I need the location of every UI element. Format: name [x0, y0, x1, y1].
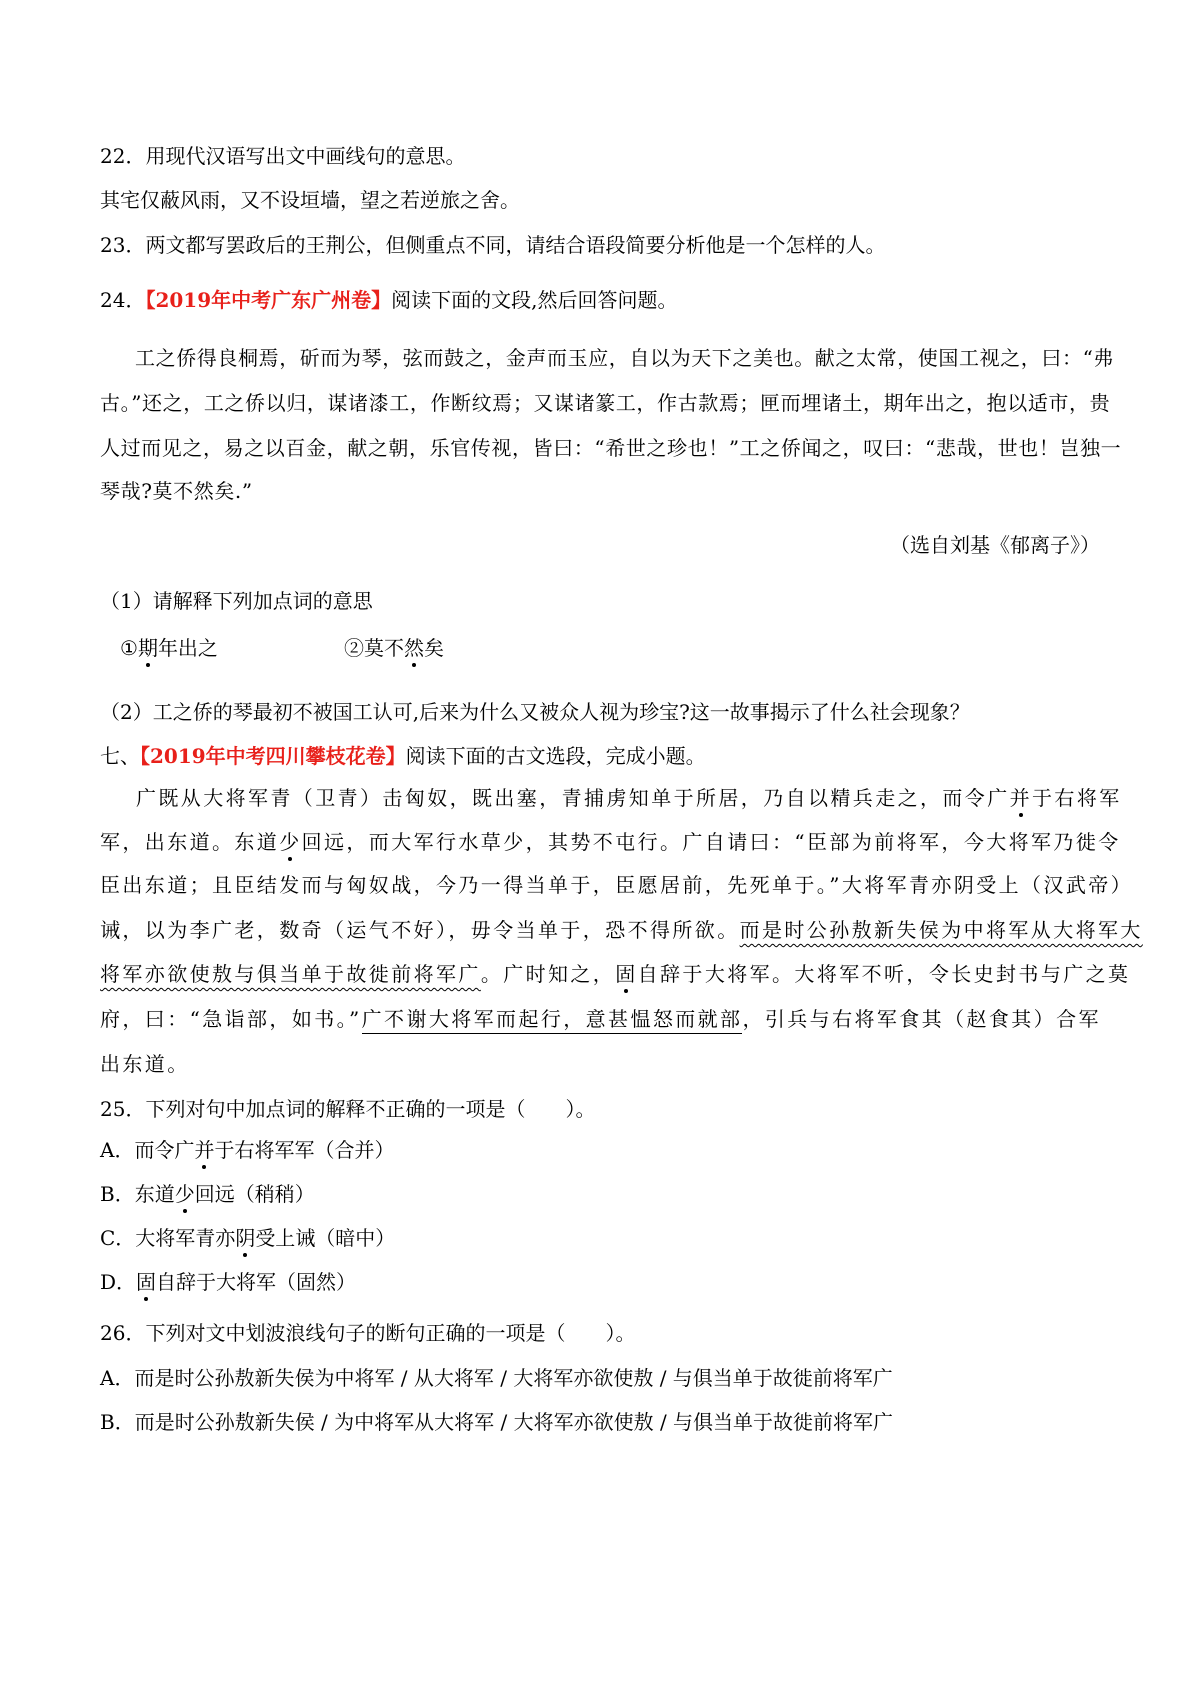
item2-prefix: ②莫不 [344, 636, 404, 660]
text: ，引兵与右将军食其（赵食其）合军 [742, 1007, 1101, 1031]
dotted-word: 少 [174, 1182, 195, 1206]
text: C．大将军青亦 [100, 1226, 236, 1250]
sec7-line-4 [100, 918, 1143, 942]
dotted-word: 然 [404, 636, 424, 660]
text: 自辞于大将军。大将军不听，令长史封书与广之莫 [637, 962, 1131, 986]
sec7-instruction: 阅读下面的古文选段，完成小题。 [405, 744, 706, 768]
sec7-line-7: 出东道。 [100, 1052, 190, 1076]
q24-passage-line-4: 琴哉?莫不然矣.” [100, 479, 253, 503]
item2-suffix: 矣 [424, 636, 444, 660]
q24-num: 24． [100, 288, 146, 312]
dotted-word: 期 [137, 636, 158, 660]
q22-title: 22．用现代汉语写出文中画线句的意思。 [100, 144, 466, 168]
text: 诫，以为李广老，数奇（运气不好），毋令当单于，恐不得所欲。 [100, 918, 740, 942]
sec7-num: 七、 [100, 744, 140, 768]
q24-sub1-item1 [120, 636, 218, 660]
q24-passage-line-2: 古。”还之，工之侨以归，谋诸漆工，作断纹焉；又谋诸篆工，作古款焉；匣而埋诸土，期年出之，抱以适市，贵 [100, 391, 1111, 415]
q25-title: 25．下列对句中加点词的解释不正确的一项是（ ）。 [100, 1097, 596, 1121]
sec7-heading [100, 744, 706, 768]
wavy-underlined-text: 而是时公孙敖新失侯为中将军从大将军大 [739, 918, 1143, 942]
dotted-word: 阴 [235, 1226, 256, 1250]
underlined-text: 广不谢大将军而起行，意甚愠怒而就部 [362, 1007, 743, 1034]
q24-source: 【2019年中考广东广州卷】 [145, 288, 392, 312]
dotted-word: 固 [615, 962, 638, 986]
q24-sub1: （1）请解释下列加点词的意思 [100, 589, 373, 613]
text: A．而令广 [100, 1138, 195, 1162]
wavy-underlined-text: 将军亦欲使敖与俱当单于故徙前将军广 [100, 962, 481, 986]
q25-option-b [100, 1182, 315, 1206]
item1-suffix: 年出之 [157, 636, 218, 660]
text: 广既从大将军青（卫青）击匈奴，既出塞，青捕虏知单于所居，乃自以精兵走之，而令广 [136, 786, 1010, 810]
sec7-line-5 [100, 962, 1130, 986]
q26-title: 26．下列对文中划波浪线句子的断句正确的一项是（ ）。 [100, 1321, 636, 1345]
text: 自辞于大将军（固然） [156, 1270, 357, 1294]
sec7-line-2 [100, 830, 1121, 854]
item1-prefix: ① [120, 636, 138, 660]
text: B．东道 [100, 1182, 175, 1206]
q22-sentence: 其宅仅蔽风雨，又不设垣墙，望之若逆旅之舍。 [100, 188, 520, 212]
text: 受上诫（暗中） [255, 1226, 396, 1250]
text: 回远（稍稍） [194, 1182, 315, 1206]
sec7-line-6 [100, 1007, 1101, 1031]
text: 回远，而大军行水草少，其势不屯行。广自请曰：“臣部为前将军，今大将军乃徙令 [301, 830, 1121, 854]
q24-sub1-item2 [344, 636, 444, 660]
sec7-line-3: 臣出东道；且臣结发而与匈奴战，今乃一得当单于，臣愿居前，先死单于。”大将军青亦阴受上（汉武帝） [100, 873, 1134, 897]
sec7-source: 【2019年中考四川攀枝花卷】 [140, 744, 406, 768]
q25-option-c [100, 1226, 395, 1250]
q24-sub2: （2）工之侨的琴最初不被国工认可,后来为什么又被众人视为珍宝?这一故事揭示了什么社会现象？ [100, 700, 970, 724]
text: 。广时知之， [480, 962, 616, 986]
q24-source-note: （选自刘基《郁离子》） [890, 533, 1100, 557]
text: 府，曰：“急诣部，如书。” [100, 1007, 362, 1031]
q24-passage-line-1: 工之侨得良桐焉，斫而为琴，弦而鼓之，金声而玉应，自以为天下之美也。献之太常，使国工视之，曰：“弗 [135, 346, 1115, 370]
text: D． [100, 1270, 137, 1294]
q25-option-d [100, 1270, 356, 1294]
q25-option-a [100, 1138, 394, 1162]
text: 军，出东道。东道 [100, 830, 280, 854]
sec7-line-1 [136, 786, 1122, 810]
text: 于右将军 [1032, 786, 1122, 810]
dotted-word: 并 [194, 1138, 215, 1162]
q24-passage-line-3: 人过而见之，易之以百金，献之朝，乐官传视，皆曰：“希世之珍也！”工之侨闻之，叹曰：“悲哉，世也！岂独一 [100, 436, 1122, 460]
q24-heading [100, 288, 677, 312]
text: 于右将军军（合并） [214, 1138, 395, 1162]
q26-option-b: B．而是时公孙敖新失侯 / 为中将军从大将军 / 大将军亦欲使敖 / 与俱当单于故徙前将军广 [100, 1410, 894, 1434]
q23-title: 23．两文都写罢政后的王荆公，但侧重点不同，请结合语段简要分析他是一个怎样的人。 [100, 233, 886, 257]
dotted-word: 固 [136, 1270, 157, 1294]
q24-instruction: 阅读下面的文段,然后回答问题。 [391, 288, 678, 312]
dotted-word: 少 [279, 830, 302, 854]
q26-option-a: A．而是时公孙敖新失侯为中将军 / 从大将军 / 大将军亦欲使敖 / 与俱当单于故徙前将军广 [100, 1366, 893, 1390]
dotted-word: 并 [1009, 786, 1033, 810]
